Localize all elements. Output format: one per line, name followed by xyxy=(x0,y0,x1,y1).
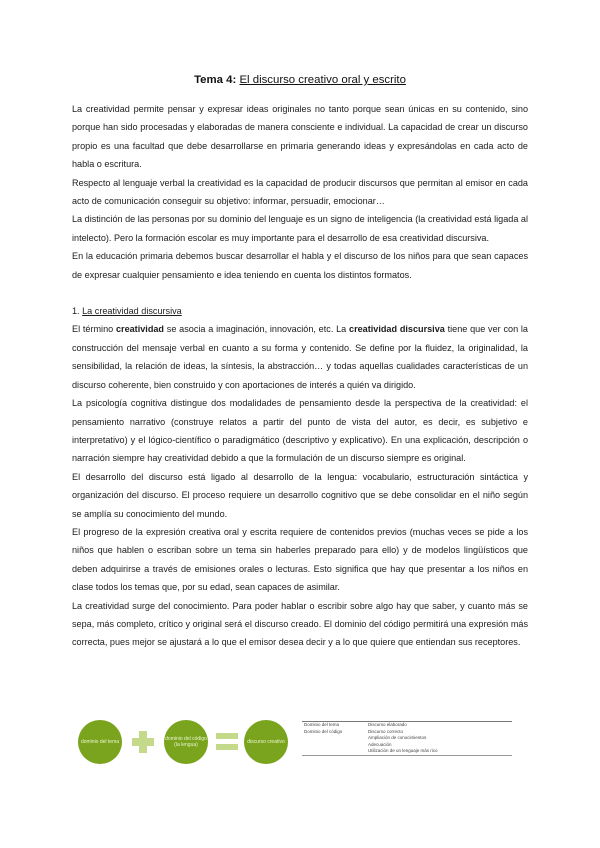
document-body xyxy=(72,100,528,652)
intro-paragraph-4: En la educación primaria debemos buscar desarrollar el habla y el discurso de los niños para que sean capaces de expresar cualquier pensamiento e idea teniendo en cuenta los distintos formatos. xyxy=(72,251,528,280)
circle-discurso-creativo: discurso creativo xyxy=(244,720,288,764)
section-paragraph-3: El desarrollo del discurso está ligado al desarrollo de la lengua: vocabulario, estructuración sintáctica y organización del discurso. El proceso requiere un desarrollo cognitivo que se debe consolidar en el niño según se amplía su conocimiento del mundo. xyxy=(72,471,528,519)
section-title: La creatividad discursiva xyxy=(82,306,182,317)
section-heading xyxy=(72,302,528,320)
plus-icon xyxy=(132,731,154,753)
p1-text-a: El término xyxy=(72,324,116,335)
table-cell-right: Discurso elaborado xyxy=(368,722,407,727)
p1-term-creatividad: creatividad xyxy=(115,324,164,335)
intro-paragraph-2: Respecto al lenguaje verbal la creatividad es la capacidad de producir discursos que permitan al emisor en cada acto de comunicación conseguir su objetivo: informar, persuadir, emocionar… xyxy=(72,177,528,207)
document-title xyxy=(0,74,600,86)
section-paragraph-4: El progreso de la expresión creativa oral y escrita requiere de contenidos previos (muchas veces se pide a los niños que hablen o escriban sobre un tema sin haberles preparado para ello) y de modelos lingüísticos que deben adquirirse a través de emisiones orales o lecturas. Esto significa que hay que presentar a los niños en clase todos los temas que, por su edad, sean capaces de asimilar. xyxy=(72,526,528,593)
intro-paragraph-1: La creatividad permite pensar y expresar ideas originales no tanto porque sean únicas en su contenido, sino porque han sido procesadas y elaboradas de manera consciente e individual. La capacidad de crear un discurso propio es una facultad que debe desarrollarse en primaria generando ideas y expresándolas en cada acto de habla o escritura. xyxy=(72,104,528,170)
table-row xyxy=(302,748,512,755)
discourse-diagram xyxy=(72,718,528,762)
table-cell-right: Discurso correcto xyxy=(368,728,404,734)
title-label: Tema 4: xyxy=(194,74,237,86)
table-cell-left: Dominio del tema xyxy=(304,722,340,727)
summary-table xyxy=(302,721,512,756)
title-topic: El discurso creativo oral y escrito xyxy=(239,74,406,86)
table-cell-right: Adecuación xyxy=(368,741,392,747)
p1-term-creatividad-discursiva: creatividad discursiva xyxy=(349,324,445,335)
section-paragraph-5: La creatividad surge del conocimiento. Para poder hablar o escribir sobre algo hay que saber, y cuanto más se sepa, más completo, crítico y original será el discurso creado. El dominio del código permitirá una expresión más correcta, pues mejor se ajustará a lo que el emisor desea decir y a lo que quiere que entiendan sus receptores. xyxy=(72,600,528,648)
section-number: 1. xyxy=(72,306,80,317)
table-cell-right: Ampliación de conocimientos xyxy=(368,735,427,740)
circle-dominio-tema: dominio del tema xyxy=(78,720,122,764)
table-cell-right: Utilización de un lenguaje más rico xyxy=(368,748,438,753)
equals-icon xyxy=(216,733,238,751)
circle-dominio-codigo: dominio del código (la lengua) xyxy=(164,720,208,764)
table-cell-left: Dominio del código xyxy=(304,728,343,734)
section-paragraph-2: La psicología cognitiva distingue dos modalidades de pensamiento desde la perspectiva de la creatividad: el pensamiento narrativo (construye relatos a partir del punto de vista del autor, es decir, es subjetivo e interpretativo) y el lógico-científico o paradigmático (descriptivo y explicativo). En una explicación, descripción o narración siempre hay creatividad debido a que la formulación de un discurso siempre es original. xyxy=(72,398,528,464)
intro-paragraph-3: La distinción de las personas por su dominio del lenguaje es un signo de inteligencia (la creatividad está ligada al intelecto). Pero la formación escolar es muy importante para el desarrollo de esa creatividad discursiva. xyxy=(72,214,528,243)
p1-text-c: se asocia a imaginación, innovación, etc. La xyxy=(164,324,350,335)
section-paragraph-1 xyxy=(72,320,528,394)
p1-text-e: tiene que ver con la construcción del mensaje verbal en cuanto a su forma y contenido. Se define por la fluidez, la originalidad, la sensibilidad, la relación de ideas, la síntesis, la abstracción… y todas aquellas cualidades características de un discurso coherente, bien construido y con aportaciones de interés a quién va dirigido. xyxy=(72,324,528,390)
table-cell-left xyxy=(302,748,368,755)
